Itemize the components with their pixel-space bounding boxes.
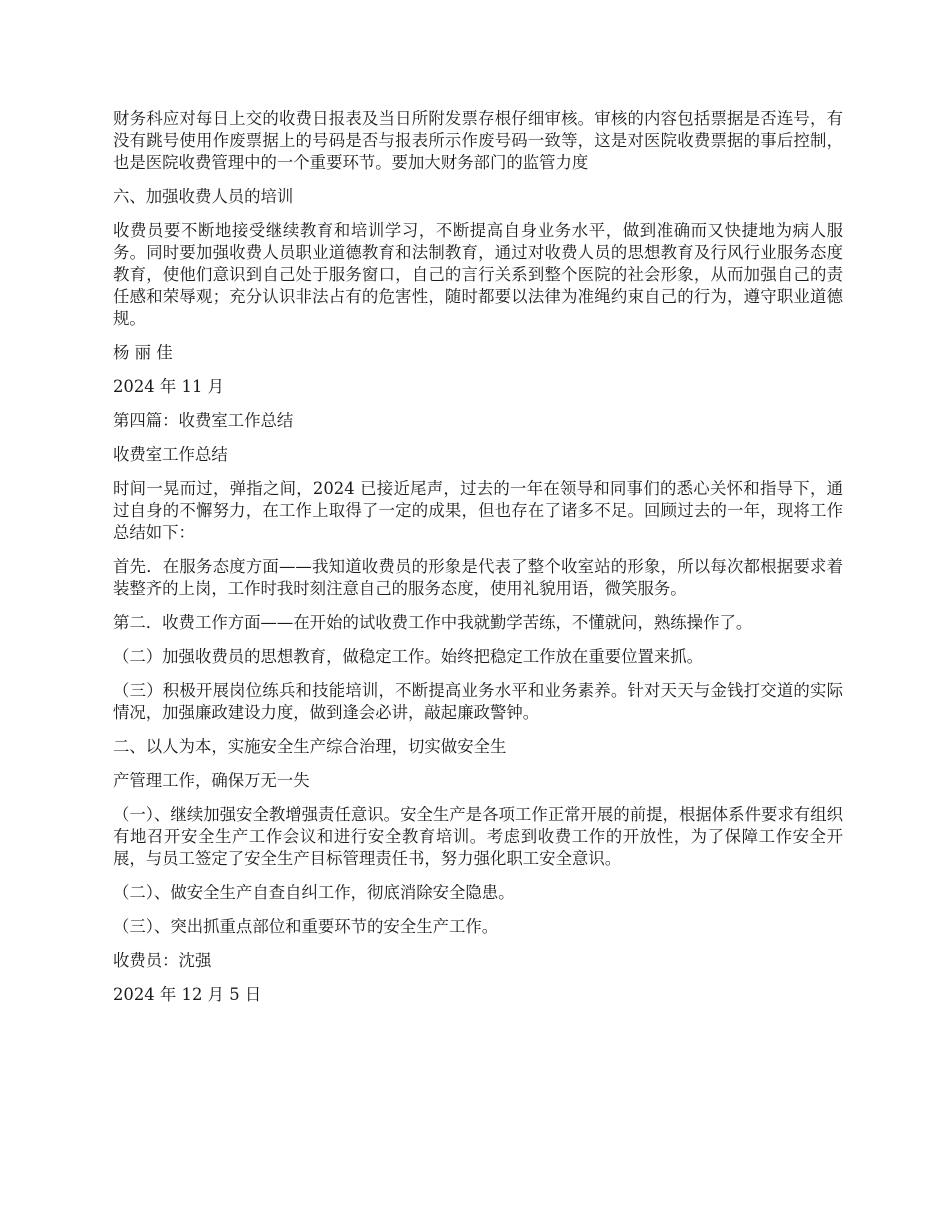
heading-safety: 二、以人为本，实施安全生产综合治理，切实做安全生	[113, 737, 507, 756]
heading-safety-cont: 产管理工作，确保万无一失	[113, 771, 310, 790]
document-title: 收费室工作总结	[113, 445, 228, 464]
paragraph-ideology: （二）加强收费员的思想教育，做稳定工作。始终把稳定工作放在重要位置来抓。	[113, 647, 704, 666]
paragraph-self-check: （二）、做安全生产自查自纠工作，彻底消除安全隐患。	[113, 883, 515, 902]
author-name: 杨 丽 佳	[113, 343, 173, 362]
paragraph-audit: 财务科应对每日上交的收费日报表及当日所附发票存根仔细审核。审核的内容包括票据是否连号，有没有跳号使用作废票据上的号码是否与报表所示作废号码一致等，这是对医院收费票据的事后控制，也是医院收费管理中的一个重要环节。要加大财务部门的监管力度	[113, 109, 843, 172]
paragraph-intro: 时间一晃而过，弹指之间，2024 已接近尾声，过去的一年在领导和同事们的悉心关怀和指导下，通过自身的不懈努力，在工作上取得了一定的成果，但也存在了诸多不足。回顾过去的一年，现将工作总结如下：	[113, 479, 843, 542]
date-line: 2024 年 11 月	[113, 377, 224, 396]
signature-date: 2024 年 12 月 5 日	[113, 985, 262, 1004]
paragraph-fee-work: 第二．收费工作方面——在开始的试收费工作中我就勤学苦练，不懂就问，熟练操作了。	[113, 613, 753, 632]
section-title: 第四篇：收费室工作总结	[113, 411, 294, 430]
heading-training: 六、加强收费人员的培训	[113, 187, 294, 206]
signature-name: 收费员：沈强	[113, 951, 212, 970]
paragraph-training: 收费员要不断地接受继续教育和培训学习，不断提高自身业务水平，做到准确而又快捷地为病人服务。同时要加强收费人员职业道德教育和法制教育，通过对收费人员的思想教育及行风行业服务态度教育，使他们意识到自己处于服务窗口，自己的言行关系到整个医院的社会形象，从而加强自己的责任感和荣辱观；充分认识非法占有的危害性，随时都要以法律为准绳约束自己的行为，遵守职业道德规。	[113, 221, 843, 328]
paragraph-safety-awareness: （一）、继续加强安全教增强责任意识。安全生产是各项工作正常开展的前提，根据体系件要求有组织有地召开安全生产工作会议和进行安全教育培训。考虑到收费工作的开放性，为了保障工作安全开展，与员工签定了安全生产目标管理责任书，努力强化职工安全意识。	[113, 805, 843, 868]
paragraph-service-attitude: 首先．在服务态度方面——我知道收费员的形象是代表了整个收室站的形象，所以每次都根据要求着装整齐的上岗，工作时我时刻注意自己的服务态度，使用礼貌用语，微笑服务。	[113, 557, 843, 598]
paragraph-key-areas: （三）、突出抓重点部位和重要环节的安全生产工作。	[113, 917, 499, 936]
document-body	[113, 108, 843, 1018]
paragraph-skills: （三）积极开展岗位练兵和技能培训，不断提高业务水平和业务素养。针对天天与金钱打交道的实际情况，加强廉政建设力度，做到逢会必讲，敲起廉政警钟。	[113, 681, 843, 722]
